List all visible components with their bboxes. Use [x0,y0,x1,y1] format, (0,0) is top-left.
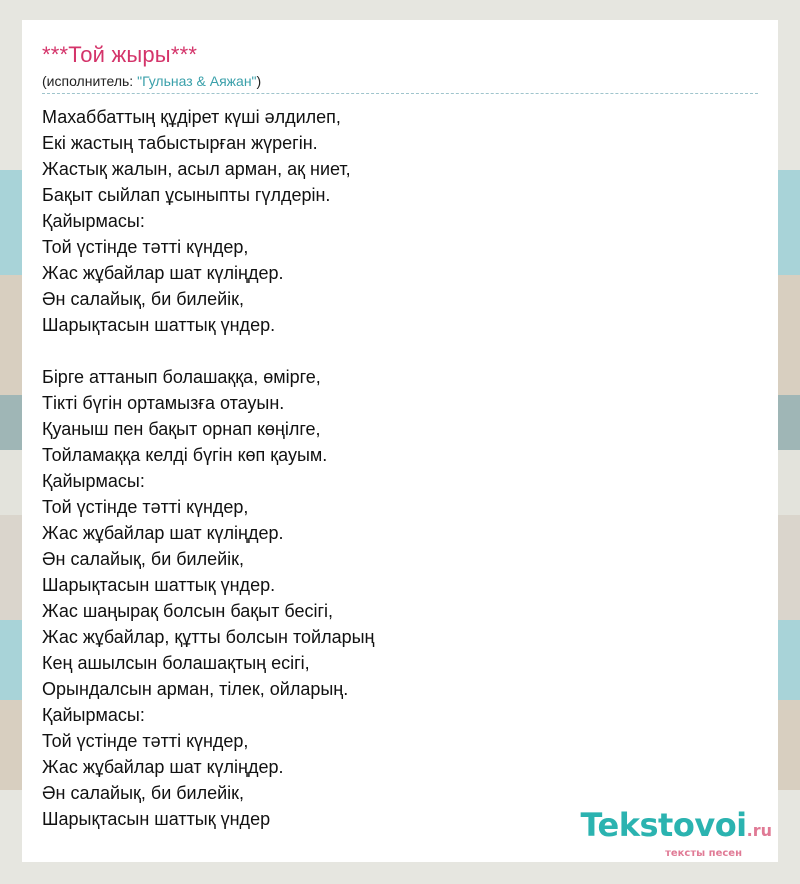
lyric-line: Той үстінде тәтті күндер, [42,731,249,751]
title-divider [42,93,758,94]
performer-link[interactable]: "Гульназ & Аяжан" [137,73,257,89]
lyric-line: Жас жұбайлар, құтты болсын тойларың [42,627,375,647]
logo-name: Tekstovoi [580,806,747,844]
lyric-line: Шарықтасын шаттық үндер. [42,315,276,335]
lyric-line: Кең ашылсын болашақтың есігі, [42,653,310,673]
site-logo[interactable] [580,808,772,860]
lyric-line: Қайырмасы: [42,705,145,725]
lyric-line: Шарықтасын шаттық үндер. [42,575,276,595]
logo-tld: .ru [746,821,772,840]
lyric-line: Қайырмасы: [42,471,145,491]
lyrics-card [22,20,778,862]
performer-prefix: (исполнитель: [42,73,138,89]
lyric-line: Махаббаттың құдірет күші әлдилеп, [42,107,341,127]
lyric-line [42,338,742,364]
lyric-line: Бақыт сыйлап ұсыныпты гүлдерін. [42,185,331,205]
lyric-line: Той үстінде тәтті күндер, [42,237,249,257]
lyric-line: Екі жастың табыстырған жүрегін. [42,133,318,153]
lyric-line: Ән салайық, би билейік, [42,549,245,569]
performer-line [42,73,261,89]
lyric-line: Тікті бүгін ортамызға отауын. [42,393,285,413]
lyric-line: Ән салайық, би билейік, [42,289,245,309]
logo-wordmark [580,808,772,848]
lyric-line: Қуаныш пен бақыт орнап көңілге, [42,419,321,439]
lyric-line: Жас жұбайлар шат күліңдер. [42,523,284,543]
song-title: ***Той жыры*** [42,42,198,67]
lyric-line: Шарықтасын шаттық үндер [42,809,271,829]
lyric-line: Орындалсын арман, тілек, ойларың. [42,679,349,699]
lyric-line: Ән салайық, би билейік, [42,783,245,803]
lyrics-body [42,104,742,832]
lyric-line: Той үстінде тәтті күндер, [42,497,249,517]
performer-suffix: ) [256,73,262,89]
lyric-line: Қайырмасы: [42,211,145,231]
lyric-line: Жастық жалын, асыл арман, ақ ниет, [42,159,351,179]
logo-tagline: тексты песен [665,848,742,859]
lyric-line: Тойламаққа келді бүгін көп қауым. [42,445,328,465]
lyric-line: Жас жұбайлар шат күліңдер. [42,757,284,777]
lyric-line: Бірге аттанып болашаққа, өмірге, [42,367,321,387]
lyric-line: Жас жұбайлар шат күліңдер. [42,263,284,283]
lyric-line: Жас шаңырақ болсын бақыт бесігі, [42,601,334,621]
